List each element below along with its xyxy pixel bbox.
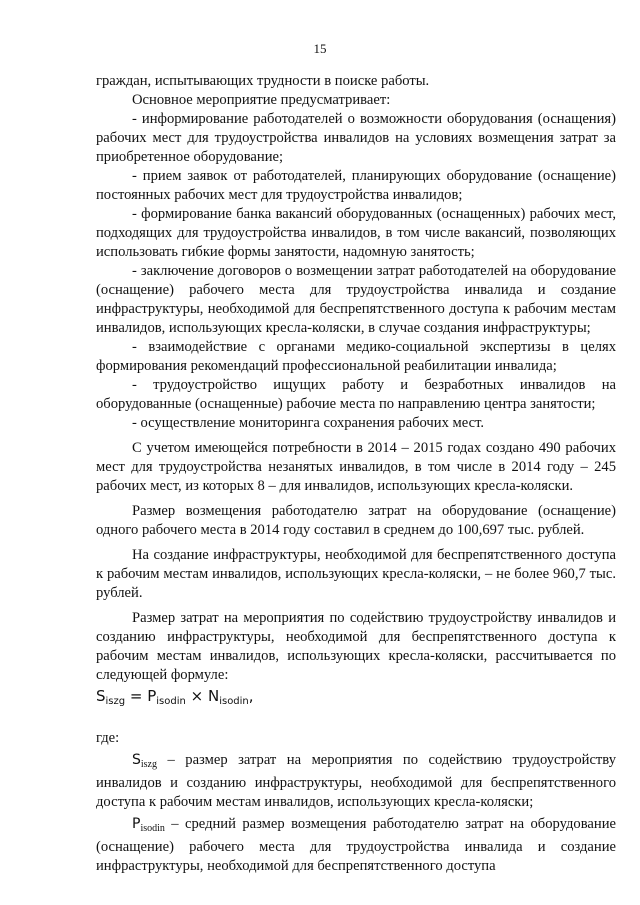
paragraph: граждан, испытывающих трудности в поиске работы. [96,73,430,89]
definition [96,751,616,812]
definition-symbol: S [132,752,141,768]
formula-subscript: isodin [219,696,249,707]
definition [96,815,616,876]
list-item: - формирование банка вакансий оборудованных (оснащенных) рабочих мест, подходящих для трудоустройства инвалидов, в том числе вакансий, позволяющих использовать гибкие формы занятости, надомную занятость; [96,206,616,260]
paragraph: Размер затрат на мероприятия по содействию трудоустройству инвалидов и созданию инфраструктуры, необходимой для беспрепятственного доступа к рабочим местам инвалидов, использующих кресла-коляски, рассчитывается по следующей формуле: [96,610,616,683]
formula-punctuation: , [248,687,254,705]
formula-symbol: P [147,687,157,705]
definition-subscript: isodin [140,823,165,834]
list-item: - информирование работодателей о возможности оборудования (оснащения) рабочих мест для трудоустройства инвалидов на условиях возмещения затрат за приобретенное оборудование; [96,111,616,165]
where-label: где: [96,730,120,746]
formula-operator: × [185,687,208,705]
paragraph: Основное мероприятие предусматривает: [132,92,391,108]
formula-subscript: iszg [105,696,126,707]
list-item: - осуществление мониторинга сохранения рабочих мест. [132,415,484,431]
definition-text: – размер затрат на мероприятия по содействию трудоустройству инвалидов и созданию инфраструктуры, необходимой для беспрепятственного доступа к рабочим местам инвалидов, использующих кресла-коляски; [96,752,616,810]
paragraph: На создание инфраструктуры, необходимой для беспрепятственного доступа к рабочим местам инвалидов, использующих кресла-коляски, – не более 960,7 тыс. рублей. [96,547,616,601]
list-item: - трудоустройство ищущих работу и безработных инвалидов на оборудованные (оснащенные) рабочие места по направлению центра занятости; [96,377,616,412]
paragraph: С учетом имеющейся потребности в 2014 – 2015 годах создано 490 рабочих мест для трудоустройства незанятых инвалидов, в том числе в 2014 году – 245 рабочих мест, из которых 8 – для инвалидов, использующих кресла-коляски. [96,440,616,494]
list-item: - заключение договоров о возмещении затрат работодателей на оборудование (оснащение) рабочего места для трудоустройства инвалида и создание инфраструктуры, необходимой для беспрепятственного доступа к рабочим местам инвалидов, использующих кресла-коляски, в случае создания инфраструктуры; [96,263,616,336]
formula-symbol: S [96,687,106,705]
definition-subscript: iszg [140,759,157,770]
list-item: - взаимодействие с органами медико-социальной экспертизы в целях формирования рекомендаций профессиональной реабилитации инвалида; [96,339,616,374]
formula [96,685,616,713]
formula-subscript: isodin [156,696,186,707]
list-item: - прием заявок от работодателей, планирующих оборудование (оснащение) постоянных рабочих мест для трудоустройства инвалидов; [96,168,616,203]
document-body [96,72,616,876]
definition-text: – средний размер возмещения работодателю затрат на оборудование (оснащение) рабочего места для трудоустройства инвалида и создание инфраструктуры, необходимой для беспрепятственного доступа [96,816,616,874]
page-number: 15 [313,41,327,56]
paragraph: Размер возмещения работодателю затрат на оборудование (оснащение) одного рабочего места в 2014 году составил в среднем до 100,697 тыс. рублей. [96,503,616,538]
formula-symbol: N [207,687,220,705]
formula-operator: = [125,687,148,705]
definition-symbol: P [132,816,141,832]
